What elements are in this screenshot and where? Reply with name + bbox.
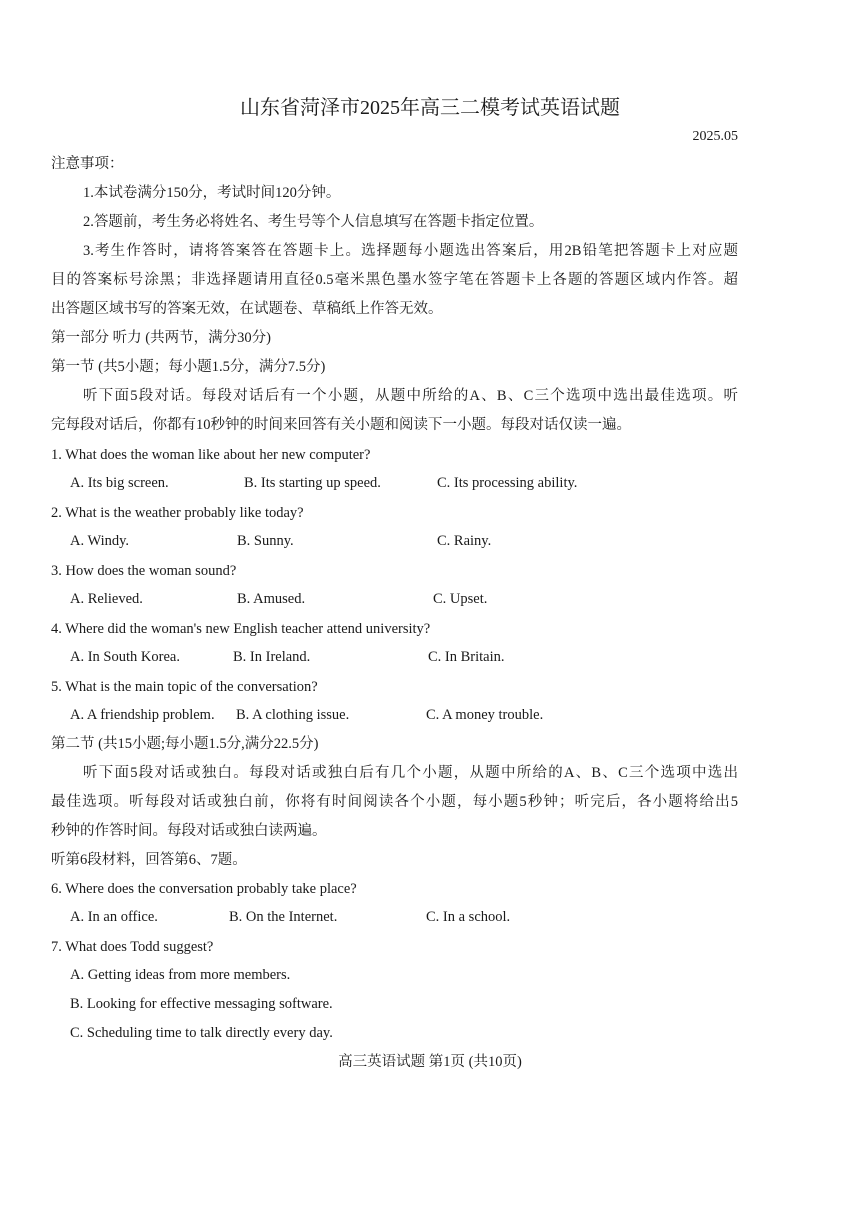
option-c: C. A money trouble. (426, 707, 544, 723)
option-c: C. Its processing ability. (437, 475, 578, 491)
option-b: B. On the Internet. (229, 909, 338, 925)
option-a: A. Windy. (70, 533, 130, 549)
exam-title: 山东省菏泽市2025年高三二模考试英语试题 (240, 97, 620, 119)
part1-heading: 第一部分 听力 (共两节，满分30分) (51, 330, 271, 346)
question-2: 2. What is the weather probably like today? (51, 505, 304, 521)
material-note: 听第6段材料，回答第6、7题。 (51, 852, 247, 868)
question-4: 4. Where did the woman's new English teacher attend university? (51, 621, 431, 637)
section1-instructions: 完每段对话后，你都有10秒钟的时间来回答有关小题和阅读下一小题。每段对话仅读一遍。 (51, 417, 631, 433)
option-c: C. Upset. (433, 591, 488, 607)
exam-date: 2025.05 (692, 129, 738, 144)
notice-item: 出答题区域书写的答案无效，在试题卷、草稿纸上作答无效。 (51, 301, 443, 317)
option-c: C. Rainy. (437, 533, 492, 549)
option-a: A. A friendship problem. (70, 707, 215, 723)
notice-item: 目的答案标号涂黑；非选择题请用直径0.5毫米黑色墨水签字笔在答题卡上各题的答题区域内作答。超 (51, 272, 738, 288)
question-3: 3. How does the woman sound? (51, 563, 237, 579)
option-a: A. Relieved. (70, 591, 143, 607)
section2-instructions: 最佳选项。听每段对话或独白前，你将有时间阅读各个小题，每小题5秒钟；听完后，各小题将给出5 (51, 794, 738, 810)
notice-item: 3.考生作答时，请将答案答在答题卡上。选择题每小题选出答案后，用2B铅笔把答题卡上对应题 (83, 243, 738, 259)
section2-instructions: 听下面5段对话或独白。每段对话或独白后有几个小题，从题中所给的A、B、C三个选项中选出 (83, 765, 738, 781)
section2-instructions: 秒钟的作答时间。每段对话或独白读两遍。 (51, 823, 327, 839)
question-6: 6. Where does the conversation probably take place? (51, 881, 357, 897)
option-a: A. In South Korea. (70, 649, 180, 665)
section2-heading: 第二节 (共15小题;每小题1.5分,满分22.5分) (51, 736, 319, 752)
question-7: 7. What does Todd suggest? (51, 939, 214, 955)
option-a: A. Getting ideas from more members. (70, 967, 291, 983)
option-c: C. In Britain. (428, 649, 505, 665)
notice-item: 1.本试卷满分150分，考试时间120分钟。 (83, 185, 341, 201)
option-c: C. In a school. (426, 909, 511, 925)
option-b: B. Looking for effective messaging software. (70, 996, 333, 1012)
notice-heading: 注意事项： (51, 156, 124, 172)
option-a: A. Its big screen. (70, 475, 169, 491)
question-5: 5. What is the main topic of the conversation? (51, 679, 318, 695)
option-c: C. Scheduling time to talk directly every day. (70, 1025, 333, 1041)
section1-heading: 第一节 (共5小题；每小题1.5分，满分7.5分) (51, 359, 326, 375)
option-a: A. In an office. (70, 909, 158, 925)
option-b: B. Sunny. (237, 533, 294, 549)
question-1: 1. What does the woman like about her new computer? (51, 447, 371, 463)
option-b: B. In Ireland. (233, 649, 311, 665)
notice-item: 2.答题前，考生务必将姓名、考生号等个人信息填写在答题卡指定位置。 (83, 214, 544, 230)
option-b: B. A clothing issue. (236, 707, 350, 723)
section1-instructions: 听下面5段对话。每段对话后有一个小题，从题中所给的A、B、C三个选项中选出最佳选项。听 (83, 388, 738, 404)
option-b: B. Its starting up speed. (244, 475, 381, 491)
page-footer: 高三英语试题 第1页 (共10页) (338, 1054, 522, 1070)
option-b: B. Amused. (237, 591, 306, 607)
